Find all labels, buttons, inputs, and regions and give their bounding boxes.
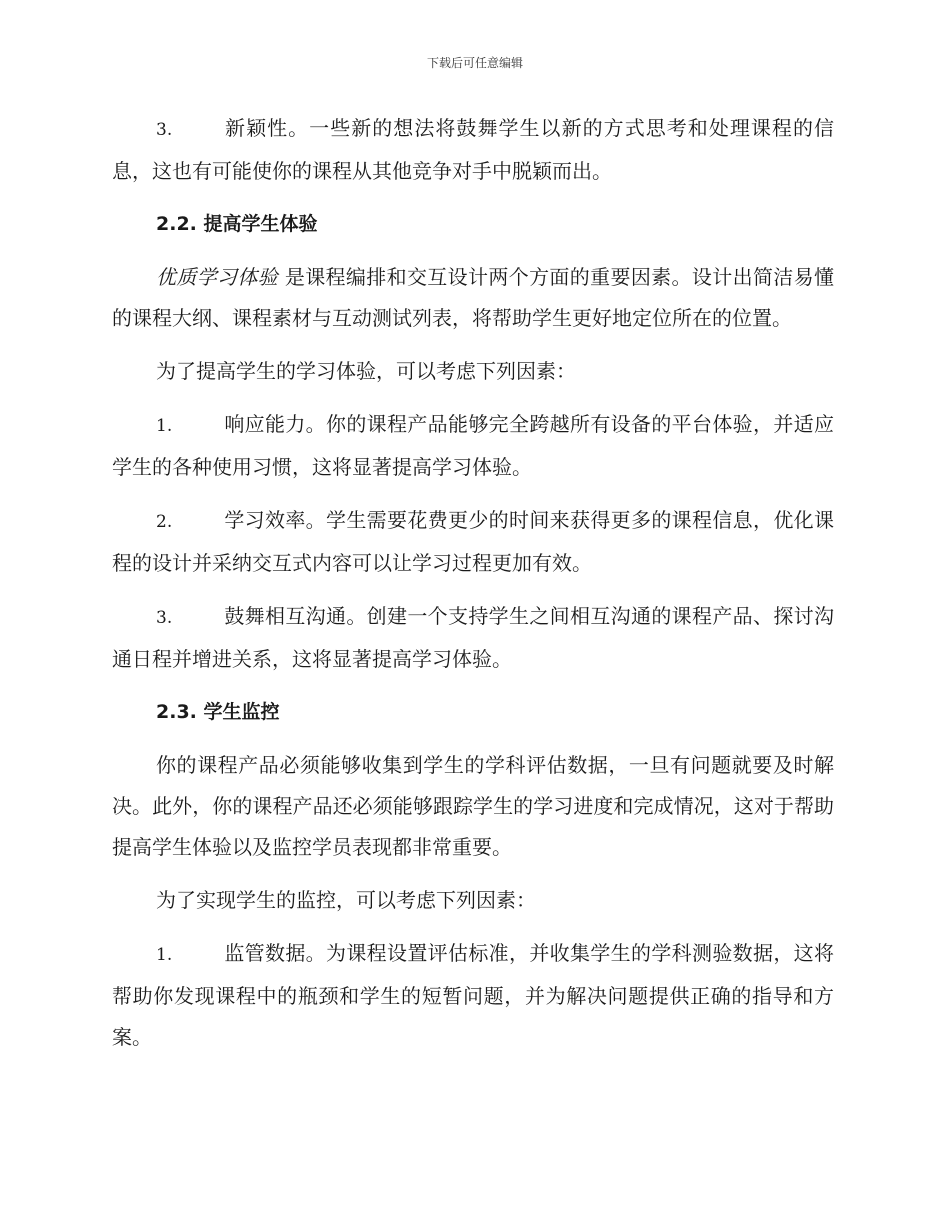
list-text: 新颖性。一些新的想法将鼓舞学生以新的方式思考和处理课程的信息，这也有可能使你的课程从其他竞争对手中脱颖而出。 — [112, 116, 834, 183]
list-item-efficiency — [112, 500, 834, 584]
list-number: 1. — [156, 945, 173, 965]
section-heading-2-2: 2.2. 提高学生体验 — [156, 213, 318, 235]
paragraph: 为了实现学生的监控，可以考虑下列因素： — [156, 888, 536, 912]
list-text: 响应能力。你的课程产品能够完全跨越所有设备的平台体验，并适应学生的各种使用习惯，这将显著提高学习体验。 — [112, 412, 834, 479]
section-heading-2-3: 2.3. 学生监控 — [156, 701, 280, 723]
paragraph — [112, 257, 834, 339]
page-header: 下载后可任意编辑 — [426, 56, 523, 70]
list-item-monitoring-data — [112, 933, 834, 1058]
list-item-novelty — [112, 108, 834, 192]
list-number: 2. — [156, 512, 173, 532]
paragraph-text: 是课程编排和交互设计两个方面的重要因素。设计出简洁易懂的课程大纲、课程素材与互动测试列表，将帮助学生更好地定位所在的位置。 — [112, 265, 835, 330]
list-item-communication — [112, 596, 834, 680]
list-text: 鼓舞相互沟通。创建一个支持学生之间相互沟通的课程产品、探讨沟通日程并增进关系，这将显著提高学习体验。 — [112, 604, 834, 671]
list-number: 1. — [156, 416, 173, 436]
paragraph: 为了提高学生的学习体验，可以考虑下列因素： — [156, 359, 576, 383]
list-text: 学习效率。学生需要花费更少的时间来获得更多的课程信息，优化课程的设计并采纳交互式内容可以让学习过程更加有效。 — [112, 508, 834, 575]
list-number: 3. — [156, 120, 173, 140]
list-text: 监管数据。为课程设置评估标准，并收集学生的学科测验数据，这将帮助你发现课程中的瓶颈和学生的短暂问题，并为解决问题提供正确的指导和方案。 — [112, 941, 834, 1049]
emphasis-text: 优质学习体验 — [156, 265, 279, 289]
paragraph: 你的课程产品必须能够收集到学生的学科评估数据，一旦有问题就要及时解决。此外，你的课程产品还必须能够跟踪学生的学习进度和完成情况，这对于帮助提高学生体验以及监控学员表现都非常重要。 — [112, 753, 834, 859]
list-item-responsiveness — [112, 404, 834, 488]
list-number: 3. — [156, 608, 173, 628]
document-body — [112, 108, 834, 1070]
